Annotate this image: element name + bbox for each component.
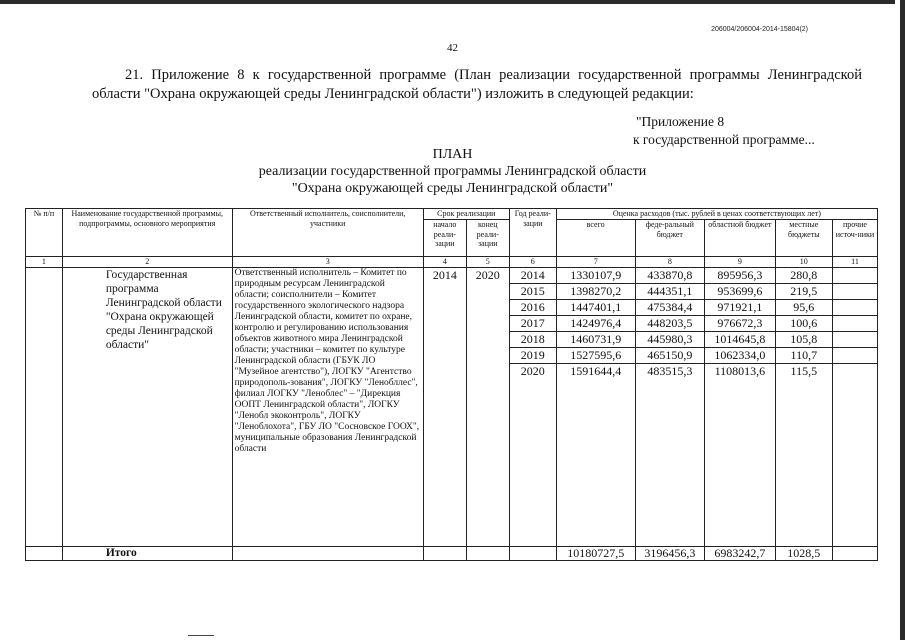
document-id: 206004/206004-2014-15804(2) [711,26,808,33]
local-cell: 219,5 [775,284,832,300]
col-number: 6 [509,257,556,268]
totals-label: Итого [62,547,232,561]
federal-cell: 433870,8 [635,268,705,284]
total-cell: 1591644,4 [556,364,635,547]
other-cell [832,332,877,348]
row-number-cell [26,268,63,547]
local-cell: 280,8 [775,268,832,284]
federal-cell: 465150,9 [635,348,705,364]
total-cell: 1460731,9 [556,332,635,348]
regional-cell: 1108013,6 [705,364,776,547]
totals-empty-cell [423,547,466,561]
col-number: 8 [635,257,705,268]
scan-mark [188,635,214,636]
local-cell: 105,8 [775,332,832,348]
header-regional: областной бюджет [705,220,776,257]
plan-subtitle-1: реализации государственной программы Ленинградской области [258,164,647,179]
responsible-executors: Ответственный исполнитель – Комитет по природным ресурсам Ленинградской области; соисполнители – Комитет государственного экологического надзора Ленинградской области, комитет по охране, контролю и регулированию использования объектов животного мира Ленинградской области; участники – комитет по культуре Ленинградской области (ГБУК ЛО "Музейное агентство"), ЛОГКУ "Агентство природополь-зования", ЛОГКУ "Ленобллес", филиал ЛОГКУ "Леноблес" – "Дирекция ООПТ Ленинградской области", ЛОГКУ "Ленобл экоконтроль", ЛОГКУ "Леноблохота", ГБУ ЛО "Сосновское ГООХ", муниципальные образования Ленинградской области [232,268,423,547]
scan-edge-top [0,0,895,4]
other-cell [832,364,877,547]
local-cell: 100,6 [775,316,832,332]
header-responsible: Ответственный исполнитель, соисполнители, участники [232,209,423,257]
intro-paragraph: 21. Приложение 8 к государственной программе (План реализации государственной программы Ленинградской области "Охрана окружающей среды Ленинградской области") изложить в следующей редакции: [92,67,862,102]
total-cell: 1398270,2 [556,284,635,300]
scan-edge-right [900,0,905,640]
totals-regional: 6983242,7 [705,547,776,561]
federal-cell: 483515,3 [635,364,705,547]
totals-local: 1028,5 [775,547,832,561]
col-number: 5 [466,257,509,268]
col-number: 1 [26,257,63,268]
header-term-end: конец реали-зации [466,220,509,257]
regional-cell: 895956,3 [705,268,776,284]
totals-row [26,547,878,561]
federal-cell: 475384,4 [635,300,705,316]
header-name: Наименование государственной программы, подпрограммы, основного мероприятия [62,209,232,257]
appendix-reference [633,113,818,149]
col-number: 9 [705,257,776,268]
header-federal: феде-ральный бюджет [635,220,705,257]
header-year: Год реали-зации [509,209,556,257]
federal-cell: 444351,1 [635,284,705,300]
year-cell: 2017 [509,316,556,332]
local-cell: 115,5 [775,364,832,547]
total-cell: 1424976,4 [556,316,635,332]
term-start: 2014 [423,268,466,547]
col-number: 2 [62,257,232,268]
header-total: всего [556,220,635,257]
other-cell [832,300,877,316]
plan-title: ПЛАН [432,147,473,162]
appendix-line-2: к государственной программе... [633,132,815,147]
regional-cell: 976672,3 [705,316,776,332]
total-cell: 1527595,6 [556,348,635,364]
program-name: Государственная программа Ленинградской области "Охрана окружающей среды Ленинградской области" [62,268,232,547]
year-cell: 2019 [509,348,556,364]
regional-cell: 953699,6 [705,284,776,300]
year-cell: 2016 [509,300,556,316]
column-number-row [26,257,878,268]
regional-cell: 971921,1 [705,300,776,316]
col-number: 10 [775,257,832,268]
appendix-line-1: "Приложение 8 [636,114,725,129]
plan-subtitle-2: "Охрана окружающей среды Ленинградской области" [291,181,614,196]
plan-table [25,208,878,561]
year-cell: 2015 [509,284,556,300]
local-cell: 110,7 [775,348,832,364]
regional-cell: 1014645,8 [705,332,776,348]
other-cell [832,316,877,332]
col-number: 4 [423,257,466,268]
page-number: 42 [447,42,458,54]
totals-federal: 3196456,3 [635,547,705,561]
header-local: местные бюджеты [775,220,832,257]
totals-empty-cell [509,547,556,561]
other-cell [832,268,877,284]
other-cell [832,284,877,300]
totals-total: 10180727,5 [556,547,635,561]
other-cell [832,348,877,364]
year-cell: 2014 [509,268,556,284]
total-cell: 1330107,9 [556,268,635,284]
federal-cell: 448203,5 [635,316,705,332]
year-cell: 2020 [509,364,556,547]
header-term-start: начало реали-зации [423,220,466,257]
federal-cell: 445980,3 [635,332,705,348]
total-cell: 1447401,1 [556,300,635,316]
totals-empty-cell [232,547,423,561]
header-num: № п/п [26,209,63,257]
col-number: 7 [556,257,635,268]
col-number: 3 [232,257,423,268]
year-cell: 2018 [509,332,556,348]
local-cell: 95,6 [775,300,832,316]
table-row [26,268,878,284]
totals-empty-cell [26,547,63,561]
term-end: 2020 [466,268,509,547]
totals-empty-cell [466,547,509,561]
totals-other [832,547,877,561]
col-number: 11 [832,257,877,268]
header-term: Срок реализации [423,209,509,220]
regional-cell: 1062334,0 [705,348,776,364]
header-other: прочие источ-ники [832,220,877,257]
header-costs: Оценка расходов (тыс. рублей в ценах соответствующих лет) [556,209,877,220]
